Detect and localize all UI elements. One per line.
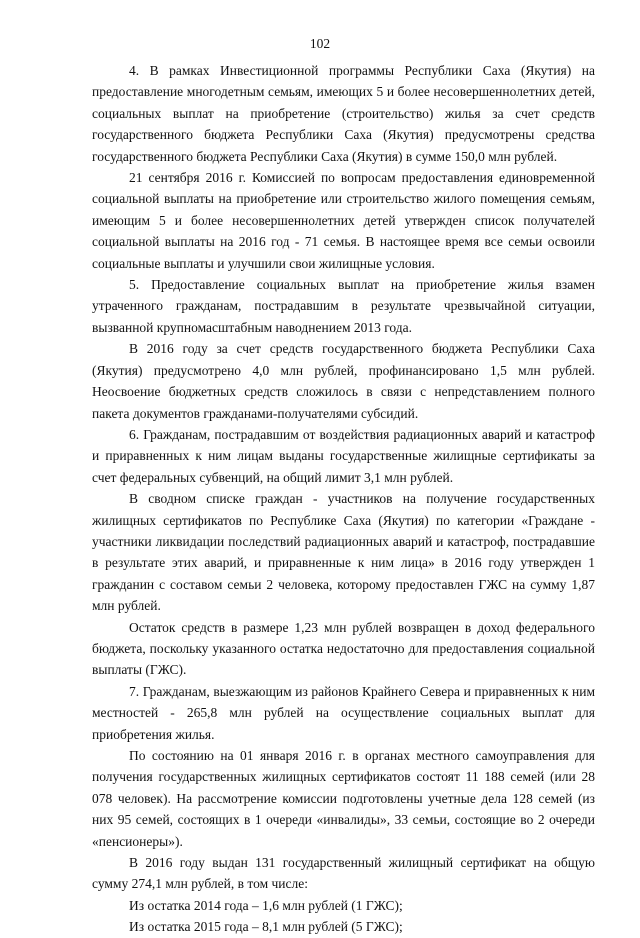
paragraph: В сводном списке граждан - участников на получение государственных жилищных сертификатов по Республике Саха (Якутия) по категории «Граждане - участники ликвидации последствий радиационных аварий и катастроф, пострадавшие в результате этих аварий, и приравненные к ним лица» в 2016 году утвержден 1 гражданин с составом семьи 2 человека, которому предоставлен ГЖС на сумму 1,87 млн рублей. bbox=[92, 491, 595, 614]
list-item: Из остатка 2015 года – 8,1 млн рублей (5 ГЖС); bbox=[129, 919, 403, 935]
paragraph: 4. В рамках Инвестиционной программы Республики Саха (Якутия) на предоставление многодетным семьям, имеющих 5 и более несовершеннолетних детей, социальных выплат на приобретение (строительство) жилья за счет средств государственного бюджета Республики Саха (Якутия) предусмотрены средства государственного бюджета Республики Саха (Якутия) в сумме 150,0 млн рублей. bbox=[92, 63, 595, 164]
document-body bbox=[92, 60, 595, 938]
paragraph: 5. Предоставление социальных выплат на приобретение жилья взамен утраченного гражданам, пострадавшим в результате чрезвычайной ситуации, вызванной крупномасштабным наводнением 2013 года. bbox=[92, 277, 595, 335]
paragraph: 6. Гражданам, пострадавшим от воздействия радиационных аварий и катастроф и приравненных к ним лицам выданы государственные жилищные сертификаты за счет федеральных субвенций, на общий лимит 3,1 млн рублей. bbox=[92, 426, 595, 485]
paragraph: Остаток средств в размере 1,23 млн рублей возвращен в доход федерального бюджета, поскольку указанного остатка недостаточно для предоставления социальной выплаты (ГЖС). bbox=[92, 619, 595, 678]
paragraph: В 2016 году за счет средств государственного бюджета Республики Саха (Якутия) предусмотрено 4,0 млн рублей, профинансировано 1,5 млн рублей. Неосвоение бюджетных средств сложилось в связи с непредставлением полного пакета документов гражданами-получателями субсидий. bbox=[92, 341, 595, 421]
paragraph: По состоянию на 01 января 2016 г. в органах местного самоуправления для получения государственных жилищных сертификатов состоят 11 188 семей (или 28 078 человек). На рассмотрение комиссии подготовлены учетные дела 128 семей (из них 95 семей, состоящих в 1 очереди «инвалиды», 33 семьи, состоящие во 2 очереди «пенсионеры»). bbox=[92, 748, 595, 849]
page-number: 102 bbox=[309, 36, 331, 51]
paragraph: 21 сентября 2016 г. Комиссией по вопросам предоставления единовременной социальной выплаты на приобретение или строительство жилого помещения семьям, имеющим 5 и более несовершеннолетних детей утвержден список получателей социальной выплаты на 2016 год - 71 семья. В настоящее время все семьи освоили социальные выплаты и улучшили свои жилищные условия. bbox=[92, 170, 595, 271]
paragraph: В 2016 году выдан 131 государственный жилищный сертификат на общую сумму 274,1 млн рублей, в том числе: bbox=[92, 855, 595, 892]
paragraph: 7. Гражданам, выезжающим из районов Крайнего Севера и приравненных к ним местностей - 265,8 млн рублей на осуществление социальных выплат для приобретения жилья. bbox=[92, 683, 595, 742]
list-item: Из остатка 2014 года – 1,6 млн рублей (1 ГЖС); bbox=[129, 897, 403, 913]
